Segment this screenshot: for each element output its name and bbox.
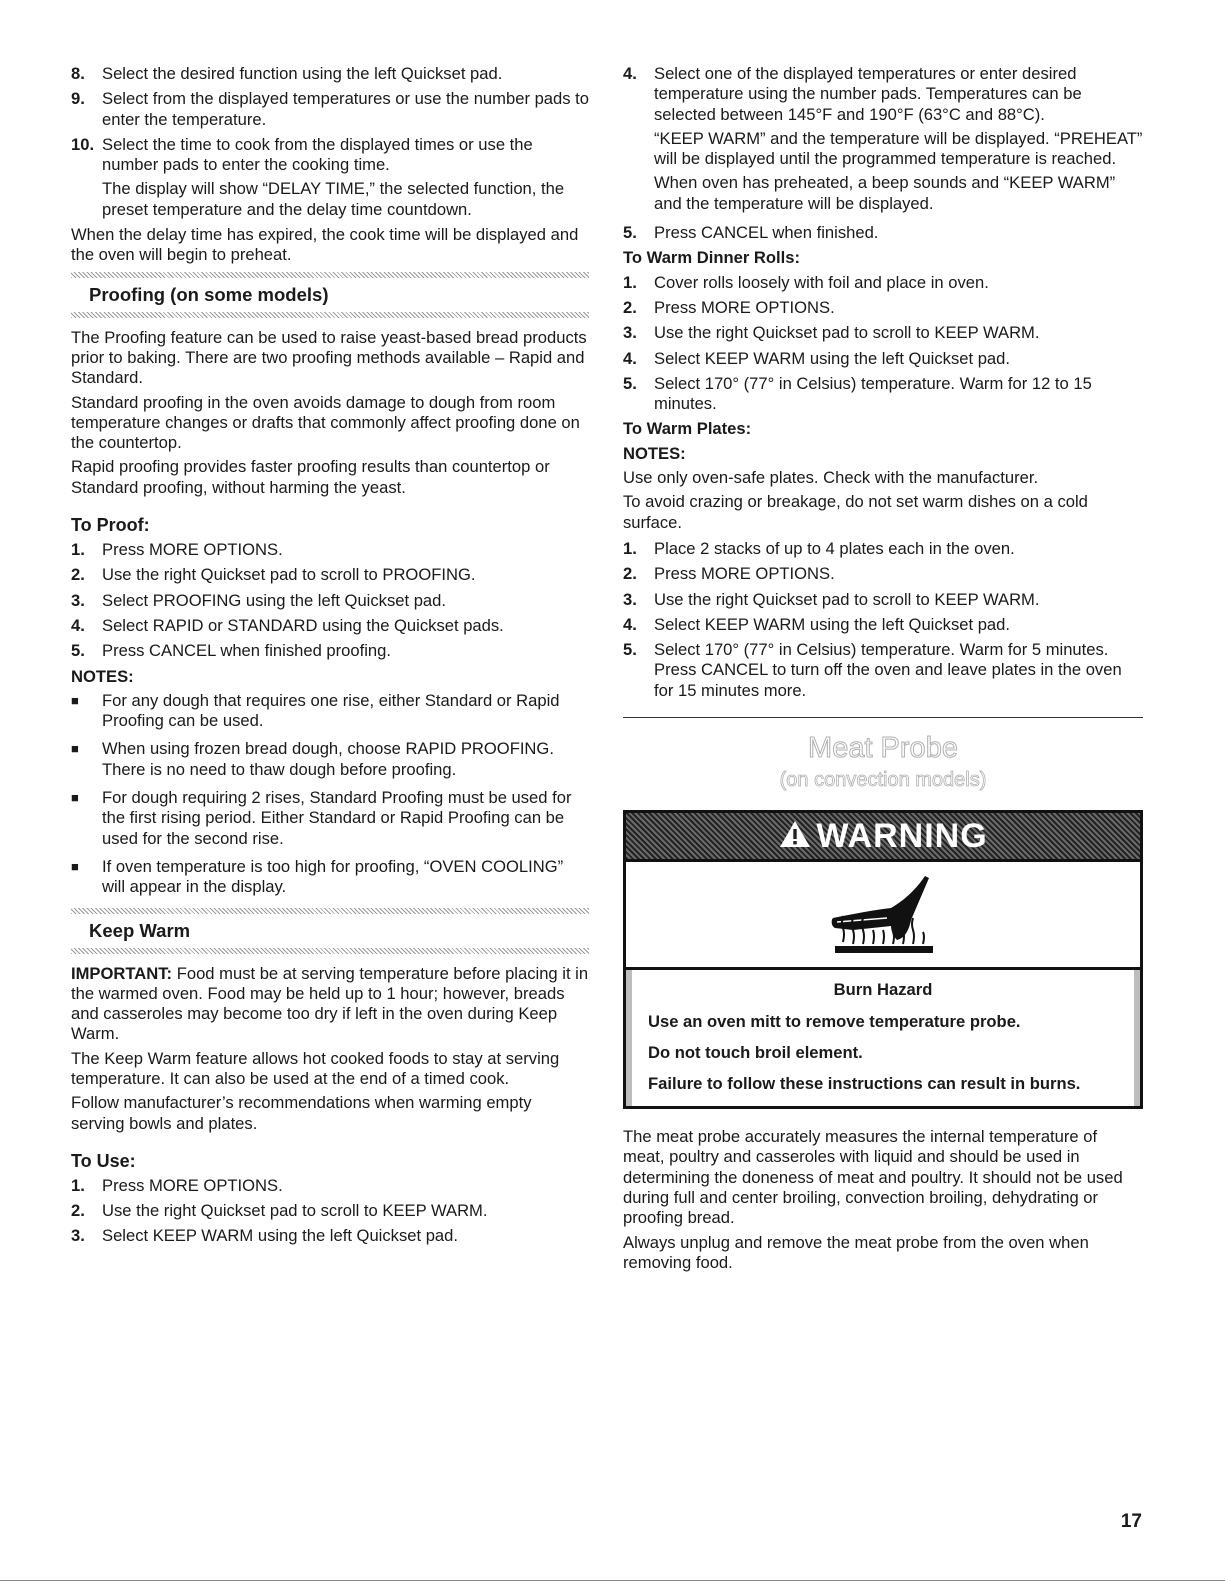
keepwarm-section-header <box>71 908 589 954</box>
paragraph: The Keep Warm feature allows hot cooked foods to stay at serving temperature. It can also be used at the end of a timed cook. <box>71 1048 560 1088</box>
warning-line: Use an oven mitt to remove temperature probe. <box>648 1012 1021 1032</box>
list-item: 5. Select 170° (77° in Celsius) temperature. Warm for 5 minutes. Press CANCEL to turn off the oven and leave plates in the oven for 15 minutes more. <box>623 640 1122 700</box>
subheading: To Warm Plates: <box>623 419 752 439</box>
list-item: 1. Place 2 stacks of up to 4 plates each in the oven. <box>623 538 1015 558</box>
paragraph: Standard proofing in the oven avoids damage to dough from room temperature changes or drafts that commonly affect proofing done on the countertop. <box>71 392 580 453</box>
list-item: ■ For any dough that requires one rise, either Standard or Rapid Proofing can be used. <box>71 690 560 731</box>
list-item: 3. Use the right Quickset pad to scroll to KEEP WARM. <box>623 323 1040 343</box>
delay-steps-list <box>71 64 589 220</box>
paragraph: IMPORTANT: Food must be at serving temperature before placing it in the warmed oven. Food may be held up to 1 hour; however, breads and casseroles may become too dry if left in the oven during Keep Warm. <box>71 963 589 1044</box>
list-item: ■ When using frozen bread dough, choose RAPID PROOFING. There is no need to thaw dough before proofing. <box>71 739 554 779</box>
left-column <box>71 64 589 1252</box>
hot-surface-hand-icon <box>626 862 1140 970</box>
paragraph: To avoid crazing or breakage, do not set warm dishes on a cold surface. <box>623 492 1088 532</box>
paragraph: The meat probe accurately measures the internal temperature of meat, poultry and casseroles with liquid and should be used in determining the doneness of meat and poultry. It should not be used during full and center broiling, convection broiling, dehydrating or proofing bread. <box>623 1127 1123 1228</box>
list-item: 4. Select one of the displayed temperatures or enter desired temperature using the number pads. Temperatures can be selected between 145°F and 190°F (63°C and 88°C). <box>623 64 1082 124</box>
warning-triangle-icon <box>778 819 812 854</box>
list-item: 1. Cover rolls loosely with foil and place in oven. <box>623 272 989 292</box>
list-item: 5. Press CANCEL when finished. <box>623 223 879 243</box>
list-item: 9. Select from the displayed temperatures or use the number pads to enter the temperature. <box>71 89 590 129</box>
list-item: 4. Select KEEP WARM using the left Quickset pad. <box>623 348 1011 368</box>
bullet-icon: ■ <box>71 858 79 874</box>
proof-steps-list <box>71 540 589 661</box>
list-item: 5. Press CANCEL when finished proofing. <box>71 641 391 661</box>
hazard-title: Burn Hazard <box>833 980 933 1000</box>
paragraph: When the delay time has expired, the cook time will be displayed and the oven will begin to preheat. <box>71 225 579 265</box>
section-subtitle: (on convection models) <box>779 769 987 792</box>
list-item: 8. Select the desired function using the left Quickset pad. <box>71 64 503 83</box>
paragraph: The Proofing feature can be used to raise yeast-based bread products prior to baking. There are two proofing methods available – Rapid and Standard. <box>71 327 587 388</box>
bullet-icon: ■ <box>71 741 79 757</box>
list-item: 5. Select 170° (77° in Celsius) temperature. Warm for 12 to 15 minutes. <box>623 373 1092 414</box>
paragraph: Rapid proofing provides faster proofing results than countertop or Standard proofing, without harming the yeast. <box>71 457 550 497</box>
step-note: “KEEP WARM” and the temperature will be displayed. “PREHEAT” will be displayed until the programmed temperature is reached. <box>654 128 1143 169</box>
list-item: 2. Press MORE OPTIONS. <box>623 297 835 317</box>
warning-line: Failure to follow these instructions can result in burns. <box>648 1074 1081 1094</box>
list-item: 10. Select the time to cook from the displayed times or use the number pads to enter the cooking time. <box>71 134 533 175</box>
list-item: 4. Select KEEP WARM using the left Quickset pad. <box>623 614 1011 634</box>
bullet-icon: ■ <box>71 692 79 708</box>
warning-banner <box>626 813 1140 862</box>
keepwarm-steps-list <box>71 1176 589 1247</box>
page-number: 17 <box>1120 1511 1142 1532</box>
paragraph: Always unplug and remove the meat probe from the oven when removing food. <box>623 1232 1089 1272</box>
list-item: 1. Press MORE OPTIONS. <box>71 540 283 560</box>
proofing-section-header <box>71 272 589 318</box>
section-title: Meat Probe <box>808 732 958 765</box>
section-title: Proofing (on some models) <box>89 283 329 305</box>
plates-steps-list <box>623 539 1143 701</box>
divider <box>623 717 1143 718</box>
notes-label: NOTES: <box>71 666 134 686</box>
divider <box>0 1580 1225 1581</box>
step-note: When oven has preheated, a beep sounds and “KEEP WARM” and the temperature will be displayed. <box>654 173 1116 213</box>
important-label: IMPORTANT: <box>71 963 173 983</box>
warning-box <box>623 810 1143 1109</box>
list-item: 1. Press MORE OPTIONS. <box>71 1175 283 1195</box>
divider <box>71 312 589 318</box>
subheading: To Use: <box>71 1150 136 1171</box>
warning-label: WARNING <box>816 816 988 855</box>
list-item: 2. Use the right Quickset pad to scroll to PROOFING. <box>71 565 476 585</box>
section-title: Keep Warm <box>89 919 191 941</box>
paragraph: Use only oven-safe plates. Check with the manufacturer. <box>623 468 1039 488</box>
list-item: 4. Select RAPID or STANDARD using the Quickset pads. <box>71 615 504 635</box>
list-item: 2. Press MORE OPTIONS. <box>623 564 835 584</box>
subheading: To Warm Dinner Rolls: <box>623 248 801 268</box>
rolls-steps-list <box>623 273 1143 415</box>
step-note: The display will show “DELAY TIME,” the selected function, the preset temperature and the delay time countdown. <box>102 179 565 219</box>
notes-label: NOTES: <box>623 443 686 463</box>
divider <box>71 948 589 954</box>
list-item: ■ For dough requiring 2 rises, Standard Proofing must be used for the first rising period. Either Standard or Rapid Proofing can be used for the second rise. <box>71 788 572 848</box>
list-item: 3. Use the right Quickset pad to scroll to KEEP WARM. <box>623 589 1040 609</box>
list-item: 3. Select PROOFING using the left Quickset pad. <box>71 590 447 610</box>
notes-list <box>71 691 589 898</box>
warning-line: Do not touch broil element. <box>648 1043 863 1063</box>
warning-text <box>626 970 1140 1106</box>
list-item: 3. Select KEEP WARM using the left Quickset pad. <box>71 1226 459 1246</box>
subheading: To Proof: <box>71 515 150 536</box>
paragraph: Follow manufacturer’s recommendations when warming empty serving bowls and plates. <box>71 1093 532 1133</box>
bullet-icon: ■ <box>71 790 79 806</box>
right-column <box>623 64 1143 1277</box>
list-item: ■ If oven temperature is too high for proofing, “OVEN COOLING” will appear in the display. <box>71 856 564 897</box>
list-item: 2. Use the right Quickset pad to scroll to KEEP WARM. <box>71 1201 488 1221</box>
